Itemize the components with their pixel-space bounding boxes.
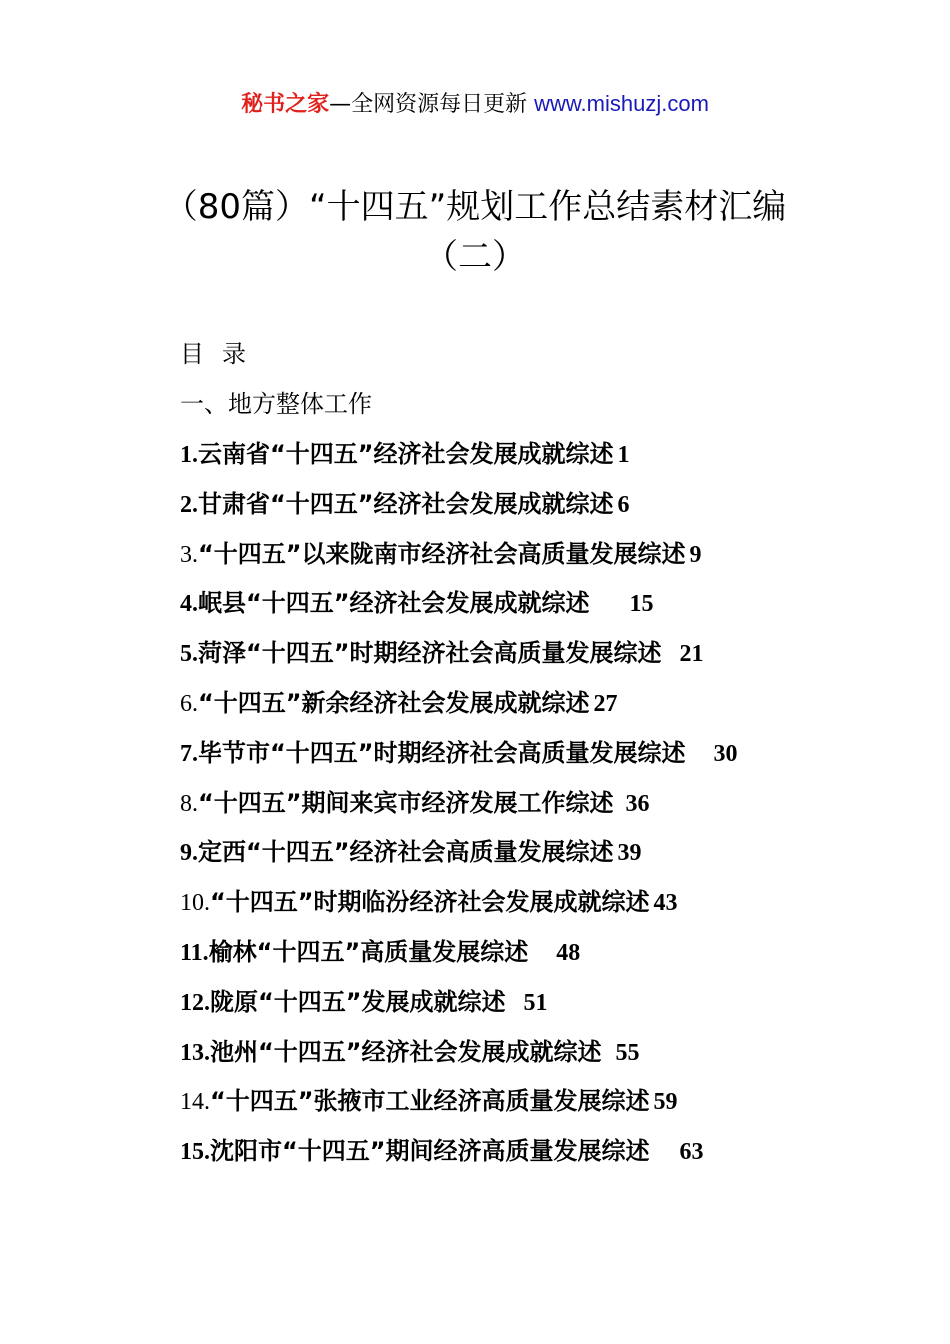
toc-item-page: 30 xyxy=(713,740,738,767)
toc-item-number: 2. xyxy=(180,491,198,518)
toc-item-6[interactable] xyxy=(180,685,738,735)
toc-item-page: 39 xyxy=(617,840,642,867)
toc-item-number: 12. xyxy=(180,989,210,1016)
title-line-1: （80篇）“十四五”规划工作总结素材汇编 xyxy=(163,187,787,227)
toc-item-page: 15 xyxy=(629,591,654,618)
toc-item-title: 榆林“十四五”高质量发展综述 xyxy=(208,937,529,966)
toc-item-page: 59 xyxy=(653,1089,678,1116)
toc-item-title: “十四五”张掖市工业经济高质量发展综述 xyxy=(210,1087,650,1116)
toc-item-12[interactable] xyxy=(180,984,738,1034)
site-header xyxy=(0,88,950,121)
toc-item-title: “十四五”时期临汾经济社会发展成就综述 xyxy=(210,888,650,917)
toc-item-page: 21 xyxy=(679,641,704,668)
toc-item-14[interactable] xyxy=(180,1083,738,1133)
toc-item-number: 15. xyxy=(180,1139,210,1166)
toc-item-number: 11. xyxy=(180,939,209,966)
toc-item-page: 51 xyxy=(523,989,548,1016)
toc-item-page: 27 xyxy=(593,690,618,717)
toc-item-number: 13. xyxy=(180,1039,210,1066)
toc-item-5[interactable] xyxy=(180,635,738,685)
toc-item-9[interactable] xyxy=(180,834,738,884)
brand-name: 秘书之家 xyxy=(241,92,330,117)
toc-item-11[interactable] xyxy=(180,934,738,984)
toc-item-page: 6 xyxy=(617,491,630,518)
toc-item-title: “十四五”期间来宾市经济发展工作综述 xyxy=(198,788,614,817)
toc-item-title: 云南省“十四五”经济社会发展成就综述 xyxy=(198,440,614,468)
toc-item-7[interactable] xyxy=(180,735,738,785)
toc-item-title: “十四五”新余经济社会发展成就综述 xyxy=(198,688,590,717)
toc-item-13[interactable] xyxy=(180,1034,738,1084)
header-tagline: —全网资源每日更新 xyxy=(329,92,535,117)
site-url-link[interactable]: www.mishuzj.com xyxy=(534,91,709,116)
title-line-2: （二） xyxy=(424,237,526,277)
toc-item-number: 4. xyxy=(180,591,198,618)
toc-item-2[interactable] xyxy=(180,486,738,536)
toc-item-title: 毕节市“十四五”时期经济社会高质量发展综述 xyxy=(198,738,686,767)
toc-item-page: 55 xyxy=(615,1039,640,1066)
toc-item-number: 3. xyxy=(180,541,198,568)
toc-item-number: 1. xyxy=(180,442,198,468)
toc-item-page: 36 xyxy=(625,790,650,817)
toc-item-3[interactable] xyxy=(180,536,738,586)
toc-item-page: 9 xyxy=(689,541,702,568)
toc-item-1[interactable] xyxy=(180,436,738,486)
toc-item-number: 8. xyxy=(180,790,198,817)
toc-item-number: 9. xyxy=(180,840,198,867)
toc-item-title: 定西“十四五”经济社会高质量发展综述 xyxy=(198,838,614,867)
toc-item-page: 48 xyxy=(556,939,581,966)
toc-item-title: 沈阳市“十四五”期间经济高质量发展综述 xyxy=(210,1137,650,1166)
toc-item-title: 菏泽“十四五”时期经济社会高质量发展综述 xyxy=(198,639,662,668)
toc-item-page: 43 xyxy=(653,890,678,917)
toc-list xyxy=(180,436,738,1183)
toc-item-4[interactable] xyxy=(180,585,738,635)
toc-item-8[interactable] xyxy=(180,785,738,835)
toc-item-number: 6. xyxy=(180,690,198,717)
toc-item-number: 5. xyxy=(180,641,198,668)
toc-item-15[interactable] xyxy=(180,1133,738,1183)
toc-heading: 目录 xyxy=(180,340,264,368)
toc-item-title: 岷县“十四五”经济社会发展成就综述 xyxy=(198,589,590,618)
document-title xyxy=(0,182,950,282)
toc-item-number: 14. xyxy=(180,1089,210,1116)
toc-item-page: 1 xyxy=(617,442,630,468)
section-heading: 一、地方整体工作 xyxy=(180,390,372,418)
toc-item-page: 63 xyxy=(679,1139,704,1166)
toc-item-title: 池州“十四五”经济社会发展成就综述 xyxy=(210,1037,602,1066)
toc-item-number: 10. xyxy=(180,890,210,917)
toc-item-10[interactable] xyxy=(180,884,738,934)
toc-item-title: 陇原“十四五”发展成就综述 xyxy=(210,987,506,1016)
toc-item-title: “十四五”以来陇南市经济社会高质量发展综述 xyxy=(198,539,686,568)
toc-item-number: 7. xyxy=(180,740,198,767)
toc-item-title: 甘肃省“十四五”经济社会发展成就综述 xyxy=(198,489,614,518)
